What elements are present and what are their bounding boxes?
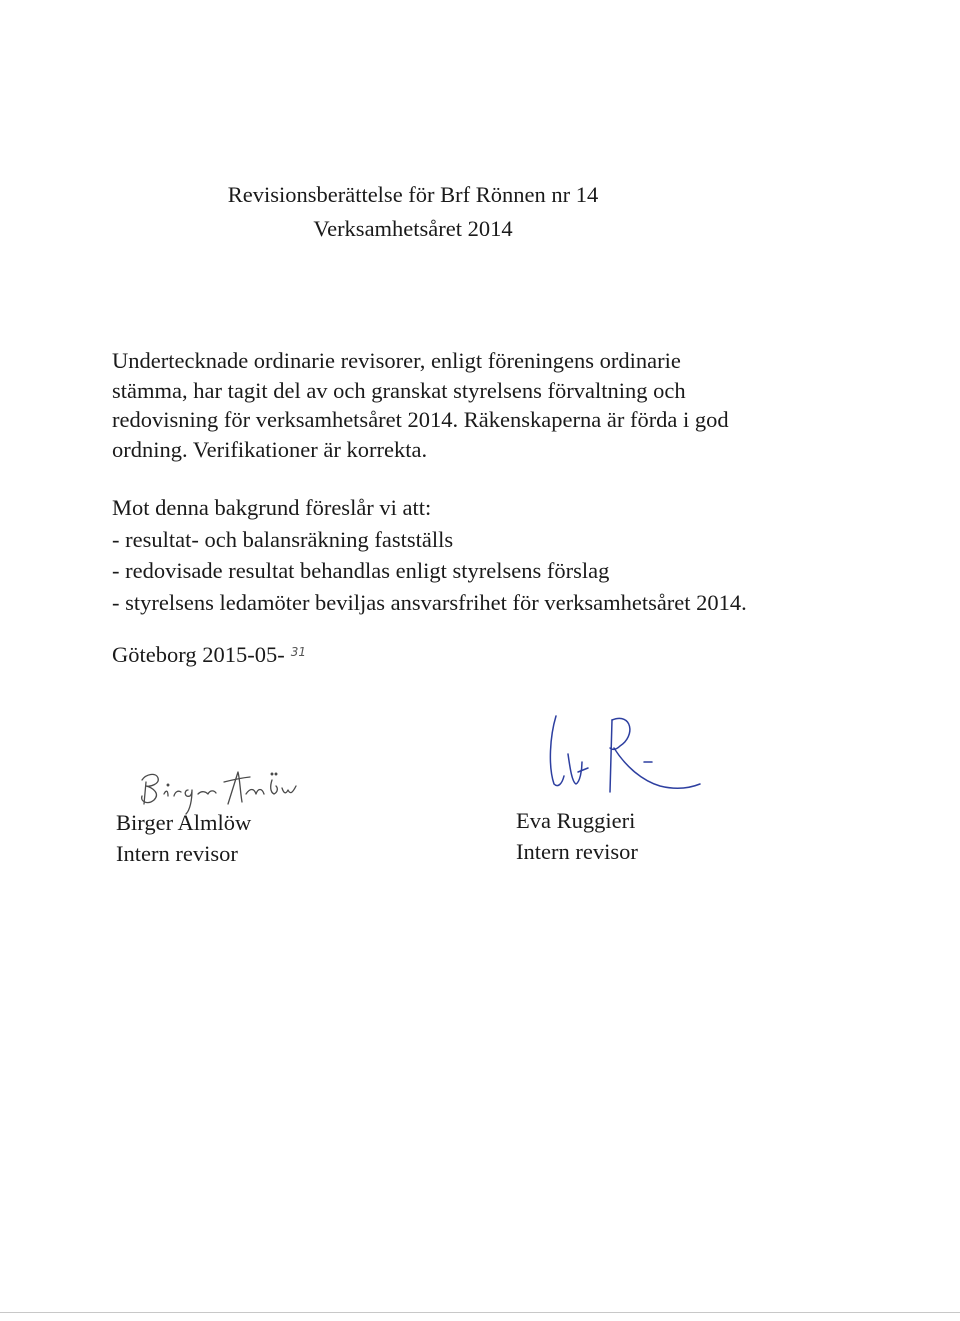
signer-name: Birger Almlöw xyxy=(116,810,252,835)
document-title xyxy=(0,178,826,246)
signer-name: Eva Ruggieri xyxy=(516,808,636,833)
signer-block xyxy=(516,805,638,867)
intro-line: stämma, har tagit del av och granskat styrelsens förvaltning och xyxy=(112,377,686,403)
proposal-item: - resultat- och balansräkning fastställs xyxy=(112,526,454,552)
signer-block xyxy=(116,807,251,869)
intro-line: redovisning för verksamhetsåret 2014. Räkenskaperna är förda i god xyxy=(112,407,729,432)
proposal-item: - redovisade resultat behandlas enligt styrelsens förslag xyxy=(112,558,610,583)
signer-role: Intern revisor xyxy=(516,839,638,864)
intro-line: Undertecknade ordinarie revisorer, enligt föreningens ordinarie xyxy=(112,348,681,373)
title-line-1: Revisionsberättelse för Brf Rönnen nr 14 xyxy=(227,182,599,207)
proposal-paragraph xyxy=(112,492,832,618)
signer-role: Intern revisor xyxy=(116,841,238,866)
proposal-lead: Mot denna bakgrund föreslår vi att: xyxy=(112,495,432,520)
intro-paragraph xyxy=(112,346,812,464)
title-line-2: Verksamhetsåret 2014 xyxy=(313,216,513,241)
scan-edge-line xyxy=(0,1312,960,1313)
proposal-item: - styrelsens ledamöter beviljas ansvarsfrihet för verksamhetsåret 2014. xyxy=(112,589,747,615)
signature-eva-ruggieri xyxy=(540,706,710,806)
intro-line: ordning. Verifikationer är korrekta. xyxy=(112,436,428,462)
place-and-date xyxy=(112,640,306,673)
handwritten-day: 31 xyxy=(290,645,306,659)
date-text: Göteborg 2015-05- xyxy=(112,642,285,667)
